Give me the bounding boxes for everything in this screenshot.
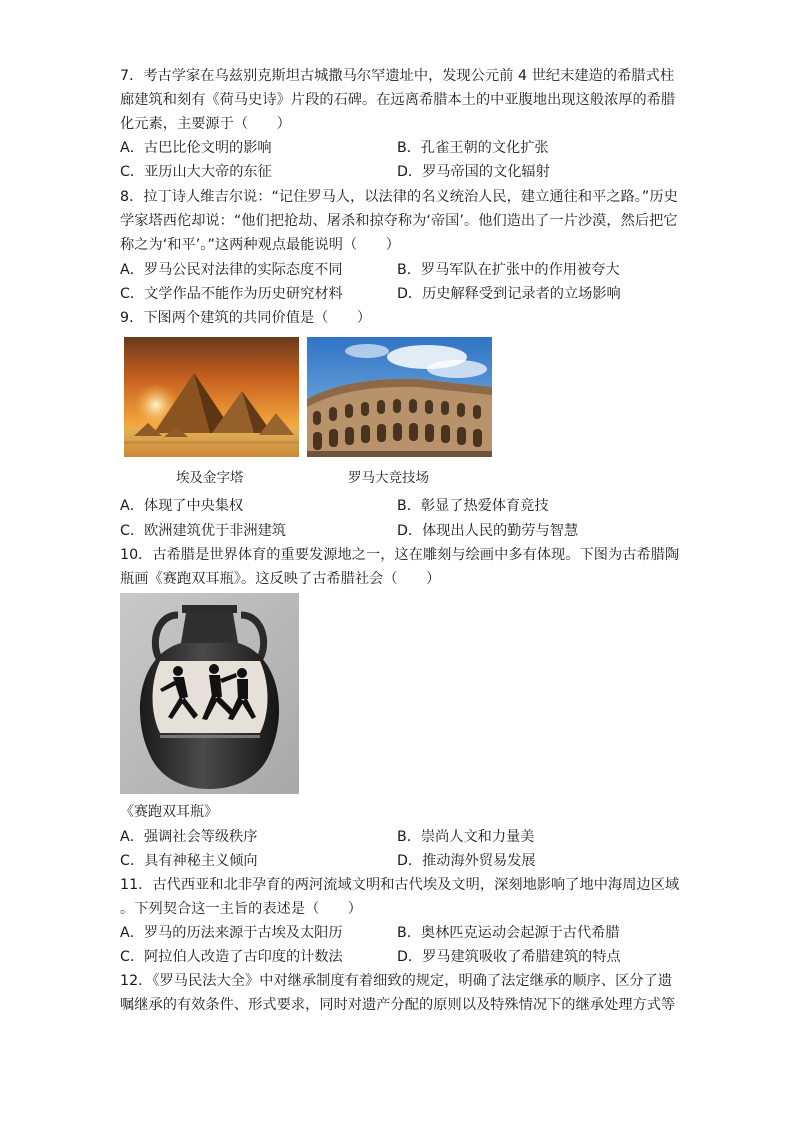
q11-option-a: A．罗马的历法来源于古埃及太阳历	[120, 925, 343, 941]
q9-option-c: C．欧洲建筑优于非洲建筑	[120, 523, 286, 539]
q10-stem-line-1: 10．古希腊是世界体育的重要发源地之一，这在雕刻与绘画中多有体现。下图为古希腊陶	[120, 547, 680, 563]
q9-option-d: D．体现出人民的勤劳与智慧	[397, 523, 579, 539]
q11-option-d: D．罗马建筑吸收了希腊建筑的特点	[397, 949, 621, 965]
q12-stem-line-2: 嘱继承的有效条件、形式要求，同时对遗产分配的原则以及特殊情况下的继承处理方式等	[120, 997, 676, 1013]
q7-stem-line-2: 廊建筑和刻有《荷马史诗》片段的石碑。在远离希腊本土的中亚腹地出现这般浓厚的希腊	[120, 92, 676, 108]
q11-stem-line-2: 。下列契合这一主旨的表述是（ ）	[120, 901, 363, 917]
q9-stem: 9．下图两个建筑的共同价值是（ ）	[120, 310, 372, 326]
q7-option-a: A．古巴比伦文明的影响	[120, 140, 272, 156]
q10-option-d: D．推动海外贸易发展	[397, 853, 536, 869]
q9-option-b: B．彰显了热爱体育竞技	[397, 498, 549, 514]
q7-option-d: D．罗马帝国的文化辐射	[397, 164, 550, 180]
q7-stem-line-1: 7．考古学家在乌兹别克斯坦古城撒马尔罕遗址中，发现公元前 4 世纪末建造的希腊式柱	[120, 68, 675, 84]
q12-stem-line-1: 12．《罗马民法大全》中对继承制度有着细致的规定，明确了法定继承的顺序、区分了遗	[120, 973, 673, 989]
q8-option-c: C．文学作品不能作为历史研究材料	[120, 286, 343, 302]
amphora-image	[120, 593, 299, 794]
q7-stem-line-3: 化元素，主要源于（ ）	[120, 116, 291, 132]
q8-option-a: A．罗马公民对法律的实际态度不同	[120, 262, 343, 278]
pyramids-image	[124, 337, 299, 457]
q8-option-b: B．罗马军队在扩张中的作用被夸大	[397, 262, 620, 278]
q11-option-b: B．奥林匹克运动会起源于古代希腊	[397, 925, 620, 941]
pyramids-caption: 埃及金字塔	[176, 470, 244, 486]
q8-stem-line-2: 学家塔西佗却说：“他们把抢劫、屠杀和掠夺称为‘帝国’。他们造出了一片沙漠，然后把它	[120, 213, 678, 229]
q9-option-a: A．体现了中央集权	[120, 498, 244, 514]
q11-option-c: C．阿拉伯人改造了古印度的计数法	[120, 949, 343, 965]
q10-option-c: C．具有神秘主义倾向	[120, 853, 258, 869]
q8-stem-line-3: 称之为‘和平’。”这两种观点最能说明（ ）	[120, 237, 400, 253]
q11-stem-line-1: 11．古代西亚和北非孕育的两河流域文明和古代埃及文明，深刻地影响了地中海周边区域	[120, 877, 680, 893]
amphora-caption: 《赛跑双耳瓶》	[120, 804, 218, 820]
q10-stem-line-2: 瓶画《赛跑双耳瓶》。这反映了古希腊社会（ ）	[120, 571, 441, 587]
colosseum-caption: 罗马大竞技场	[348, 470, 429, 486]
q8-stem-line-1: 8．拉丁诗人维吉尔说：“记住罗马人，以法律的名义统治人民，建立通往和平之路。”历史	[120, 189, 678, 205]
q7-option-b: B．孔雀王朝的文化扩张	[397, 140, 549, 156]
q7-option-c: C．亚历山大大帝的东征	[120, 164, 272, 180]
q8-option-d: D．历史解释受到记录者的立场影响	[397, 286, 621, 302]
q10-option-b: B．崇尚人文和力量美	[397, 829, 535, 845]
q10-option-a: A．强调社会等级秩序	[120, 829, 258, 845]
colosseum-image	[307, 337, 492, 457]
